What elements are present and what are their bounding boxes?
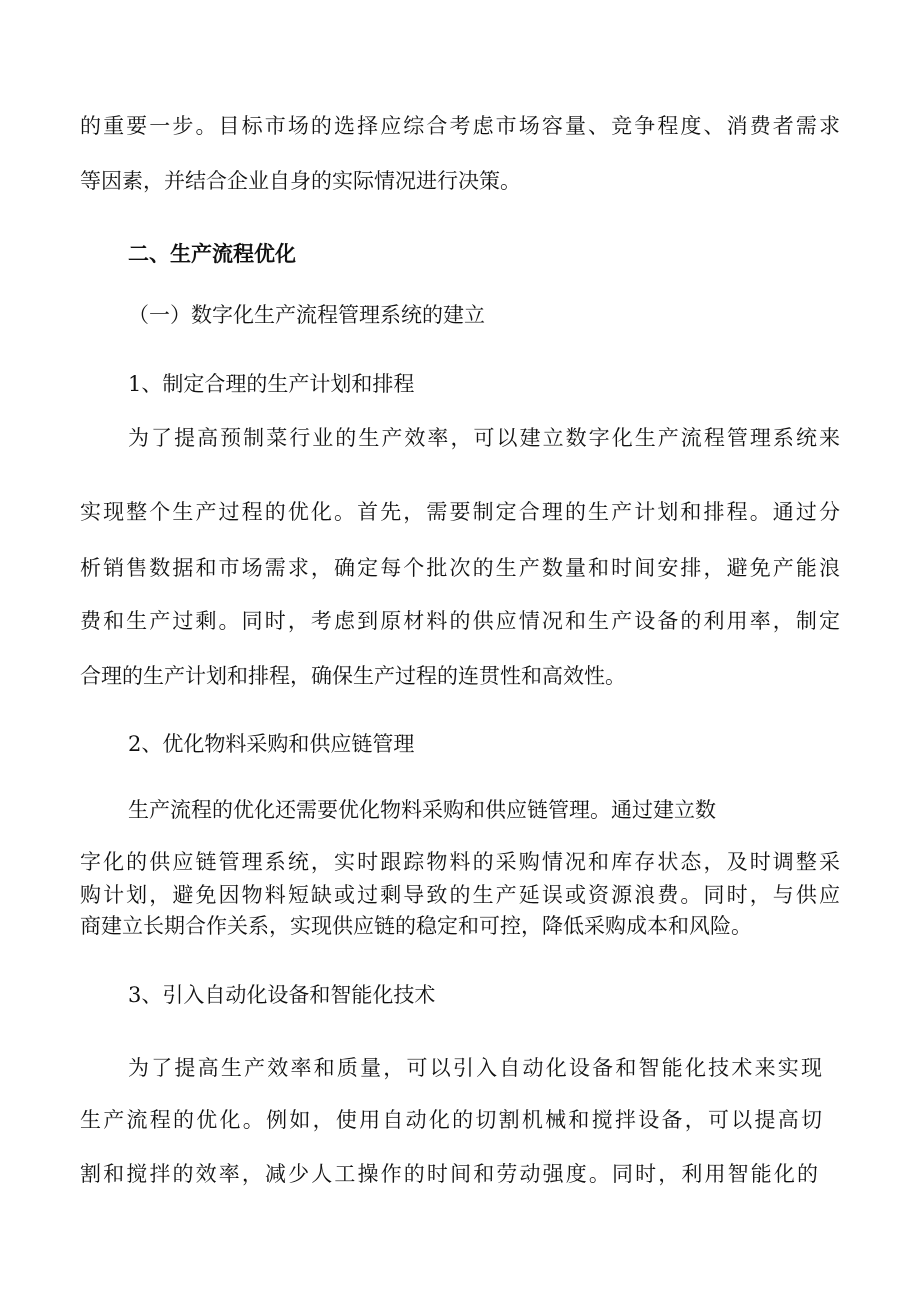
item1-line-5: 合理的生产计划和排程，确保生产过程的连贯性和高效性。 — [80, 664, 626, 688]
item1-line-1: 为了提高预制菜行业的生产效率，可以建立数字化生产流程管理系统来 — [128, 426, 840, 450]
intro-line-1: 的重要一步。目标市场的选择应综合考虑市场容量、竞争程度、消费者需求 — [80, 114, 840, 138]
item1-heading: 1、制定合理的生产计划和排程 — [128, 372, 415, 396]
item1-line-4: 费和生产过剩。同时，考虑到原材料的供应情况和生产设备的利用率，制定 — [80, 609, 840, 633]
item2-heading: 2、优化物料采购和供应链管理 — [128, 732, 415, 756]
item3-line-2: 生产流程的优化。例如，使用自动化的切割机械和搅拌设备，可以提高切 — [80, 1108, 822, 1132]
item1-line-3: 析销售数据和市场需求，确定每个批次的生产数量和时间安排，避免产能浪 — [80, 556, 840, 580]
item2-line-1: 生产流程的优化还需要优化物料采购和供应链管理。通过建立数 — [128, 798, 716, 822]
item2-line-3: 购计划，避免因物料短缺或过剩导致的生产延误或资源浪费。同时，与供应 — [80, 883, 840, 907]
item1-line-2: 实现整个生产过程的优化。首先，需要制定合理的生产计划和排程。通过分 — [80, 500, 840, 524]
item3-heading: 3、引入自动化设备和智能化技术 — [128, 983, 436, 1007]
subsection-heading: （一）数字化生产流程管理系统的建立 — [128, 303, 485, 327]
intro-line-2: 等因素，并结合企业自身的实际情况进行决策。 — [80, 169, 521, 193]
item3-line-1: 为了提高生产效率和质量，可以引入自动化设备和智能化技术来实现 — [128, 1056, 822, 1080]
item3-line-3: 割和搅拌的效率，减少人工操作的时间和劳动强度。同时，利用智能化的 — [80, 1162, 818, 1186]
item2-line-4: 商建立长期合作关系，实现供应链的稳定和可控，降低采购成本和风险。 — [80, 914, 752, 938]
item2-line-2: 字化的供应链管理系统，实时跟踪物料的采购情况和库存状态，及时调整采 — [80, 850, 840, 874]
section-heading: 二、生产流程优化 — [128, 241, 296, 266]
